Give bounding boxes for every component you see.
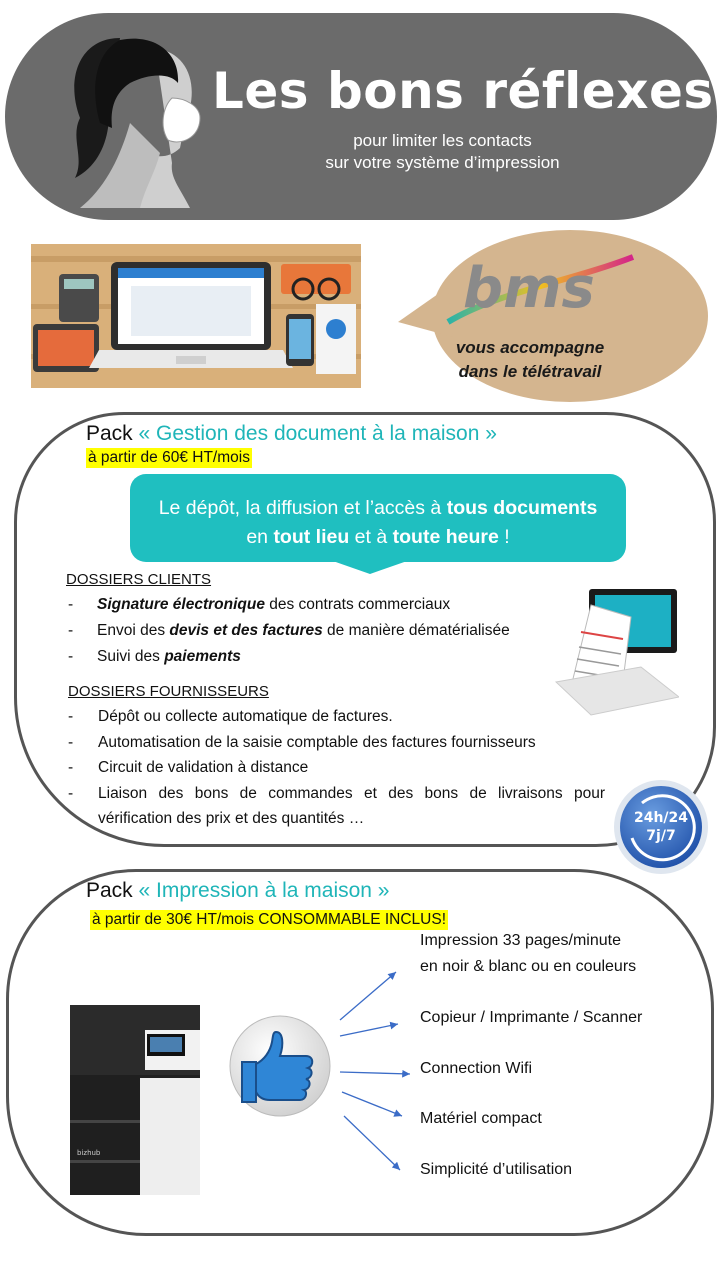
list-item-text: Circuit de validation à distance <box>98 759 309 776</box>
highlight-text-part: en <box>246 526 274 548</box>
highlight-text-part: ! <box>498 526 510 548</box>
pack-gestion-price: à partir de 60€ HT/mois <box>88 449 250 466</box>
main-title: Les bons réflexes <box>212 62 714 120</box>
masked-woman-illustration <box>60 28 210 208</box>
pack-impression-price: à partir de 30€ HT/mois CONSOMMABLE INCLUS! <box>92 911 447 928</box>
feature-multifunction: Copieur / Imprimante / Scanner <box>420 1009 643 1026</box>
pack-word: Pack <box>86 879 133 902</box>
subtitle-line-1: pour limiter les contacts <box>353 131 532 150</box>
thumbs-up-icon <box>228 1014 332 1118</box>
list-item: - Liaison des bons de commandes et des bons de livraisons pour <box>68 785 605 802</box>
pack-name: « Impression à la maison » <box>138 879 390 902</box>
pack-word: Pack <box>86 422 133 445</box>
list-item-text: Suivi des <box>97 648 165 665</box>
badge-line-1: 24h/24 <box>633 810 689 826</box>
list-item: - Envoi des devis et des factures de manière dématérialisée <box>68 622 510 639</box>
pack-name: « Gestion des document à la maison » <box>138 422 497 445</box>
feature-color: en noir & blanc ou en couleurs <box>420 958 637 975</box>
list-item-text: Automatisation de la saisie comptable des factures fournisseurs <box>98 734 536 751</box>
list-item-emphasis: paiements <box>164 648 241 665</box>
highlight-text-part: et à <box>349 526 393 548</box>
pack-gestion-title <box>86 422 497 446</box>
feature-speed <box>420 932 621 950</box>
list-item: - Circuit de validation à distance <box>68 759 309 776</box>
highlight-text-bold: tout lieu <box>273 526 350 548</box>
desk-illustration <box>31 244 361 388</box>
list-item-text: des contrats commerciaux <box>264 596 451 613</box>
feature-arrows <box>336 938 426 1178</box>
24-7-badge <box>612 778 710 876</box>
pack-impression-title <box>86 879 390 903</box>
svg-text:bizhub: bizhub <box>77 1149 101 1157</box>
bubble-line-1: vous accompagne <box>455 338 605 357</box>
feature-wifi: Connection Wifi <box>420 1060 533 1077</box>
highlight-text <box>130 494 626 552</box>
svg-text:bms: bms <box>463 256 595 321</box>
badge-line-2: 7j/7 <box>646 828 676 844</box>
bubble-text <box>430 336 630 384</box>
list-item-continuation: vérification des prix et des quantités … <box>98 810 365 827</box>
list-item-text: Envoi des <box>97 622 170 639</box>
highlight-text-bold: tous documents <box>446 497 598 519</box>
list-item-emphasis: Signature électronique <box>97 596 265 613</box>
header-subtitle <box>300 130 585 174</box>
fournisseurs-heading: DOSSIERS FOURNISSEURS <box>68 683 269 700</box>
invoice-computer-illustration <box>551 587 679 717</box>
list-item: - Dépôt ou collecte automatique de factures. <box>68 708 393 725</box>
printer-illustration <box>65 1000 205 1200</box>
list-item-text: Dépôt ou collecte automatique de factures. <box>98 708 393 725</box>
list-item: - Automatisation de la saisie comptable des factures fournisseurs <box>68 734 536 751</box>
list-item: - Suivi des paiements <box>68 648 241 665</box>
list-item-text: de manière dématérialisée <box>322 622 510 639</box>
list-item-emphasis: devis et des factures <box>169 622 323 639</box>
feature-compact: Matériel compact <box>420 1110 542 1127</box>
subtitle-line-2: sur votre système d’impression <box>325 153 560 172</box>
highlight-box-tail <box>330 560 410 574</box>
list-item: - Signature électronique des contrats commerciaux <box>68 596 451 613</box>
highlight-text-part: Le dépôt, la diffusion et l’accès à <box>158 497 447 519</box>
bubble-line-2: dans le télétravail <box>458 362 602 381</box>
highlight-text-bold: toute heure <box>392 526 499 548</box>
list-item-text: Liaison des bons de commandes et des bons de livraisons pour <box>98 785 605 802</box>
feature-simplicity: Simplicité d’utilisation <box>420 1161 573 1178</box>
clients-heading: DOSSIERS CLIENTS <box>66 571 212 588</box>
feature-speed-title: Impression 33 pages/minute <box>420 932 621 949</box>
bms-logo <box>438 252 638 332</box>
